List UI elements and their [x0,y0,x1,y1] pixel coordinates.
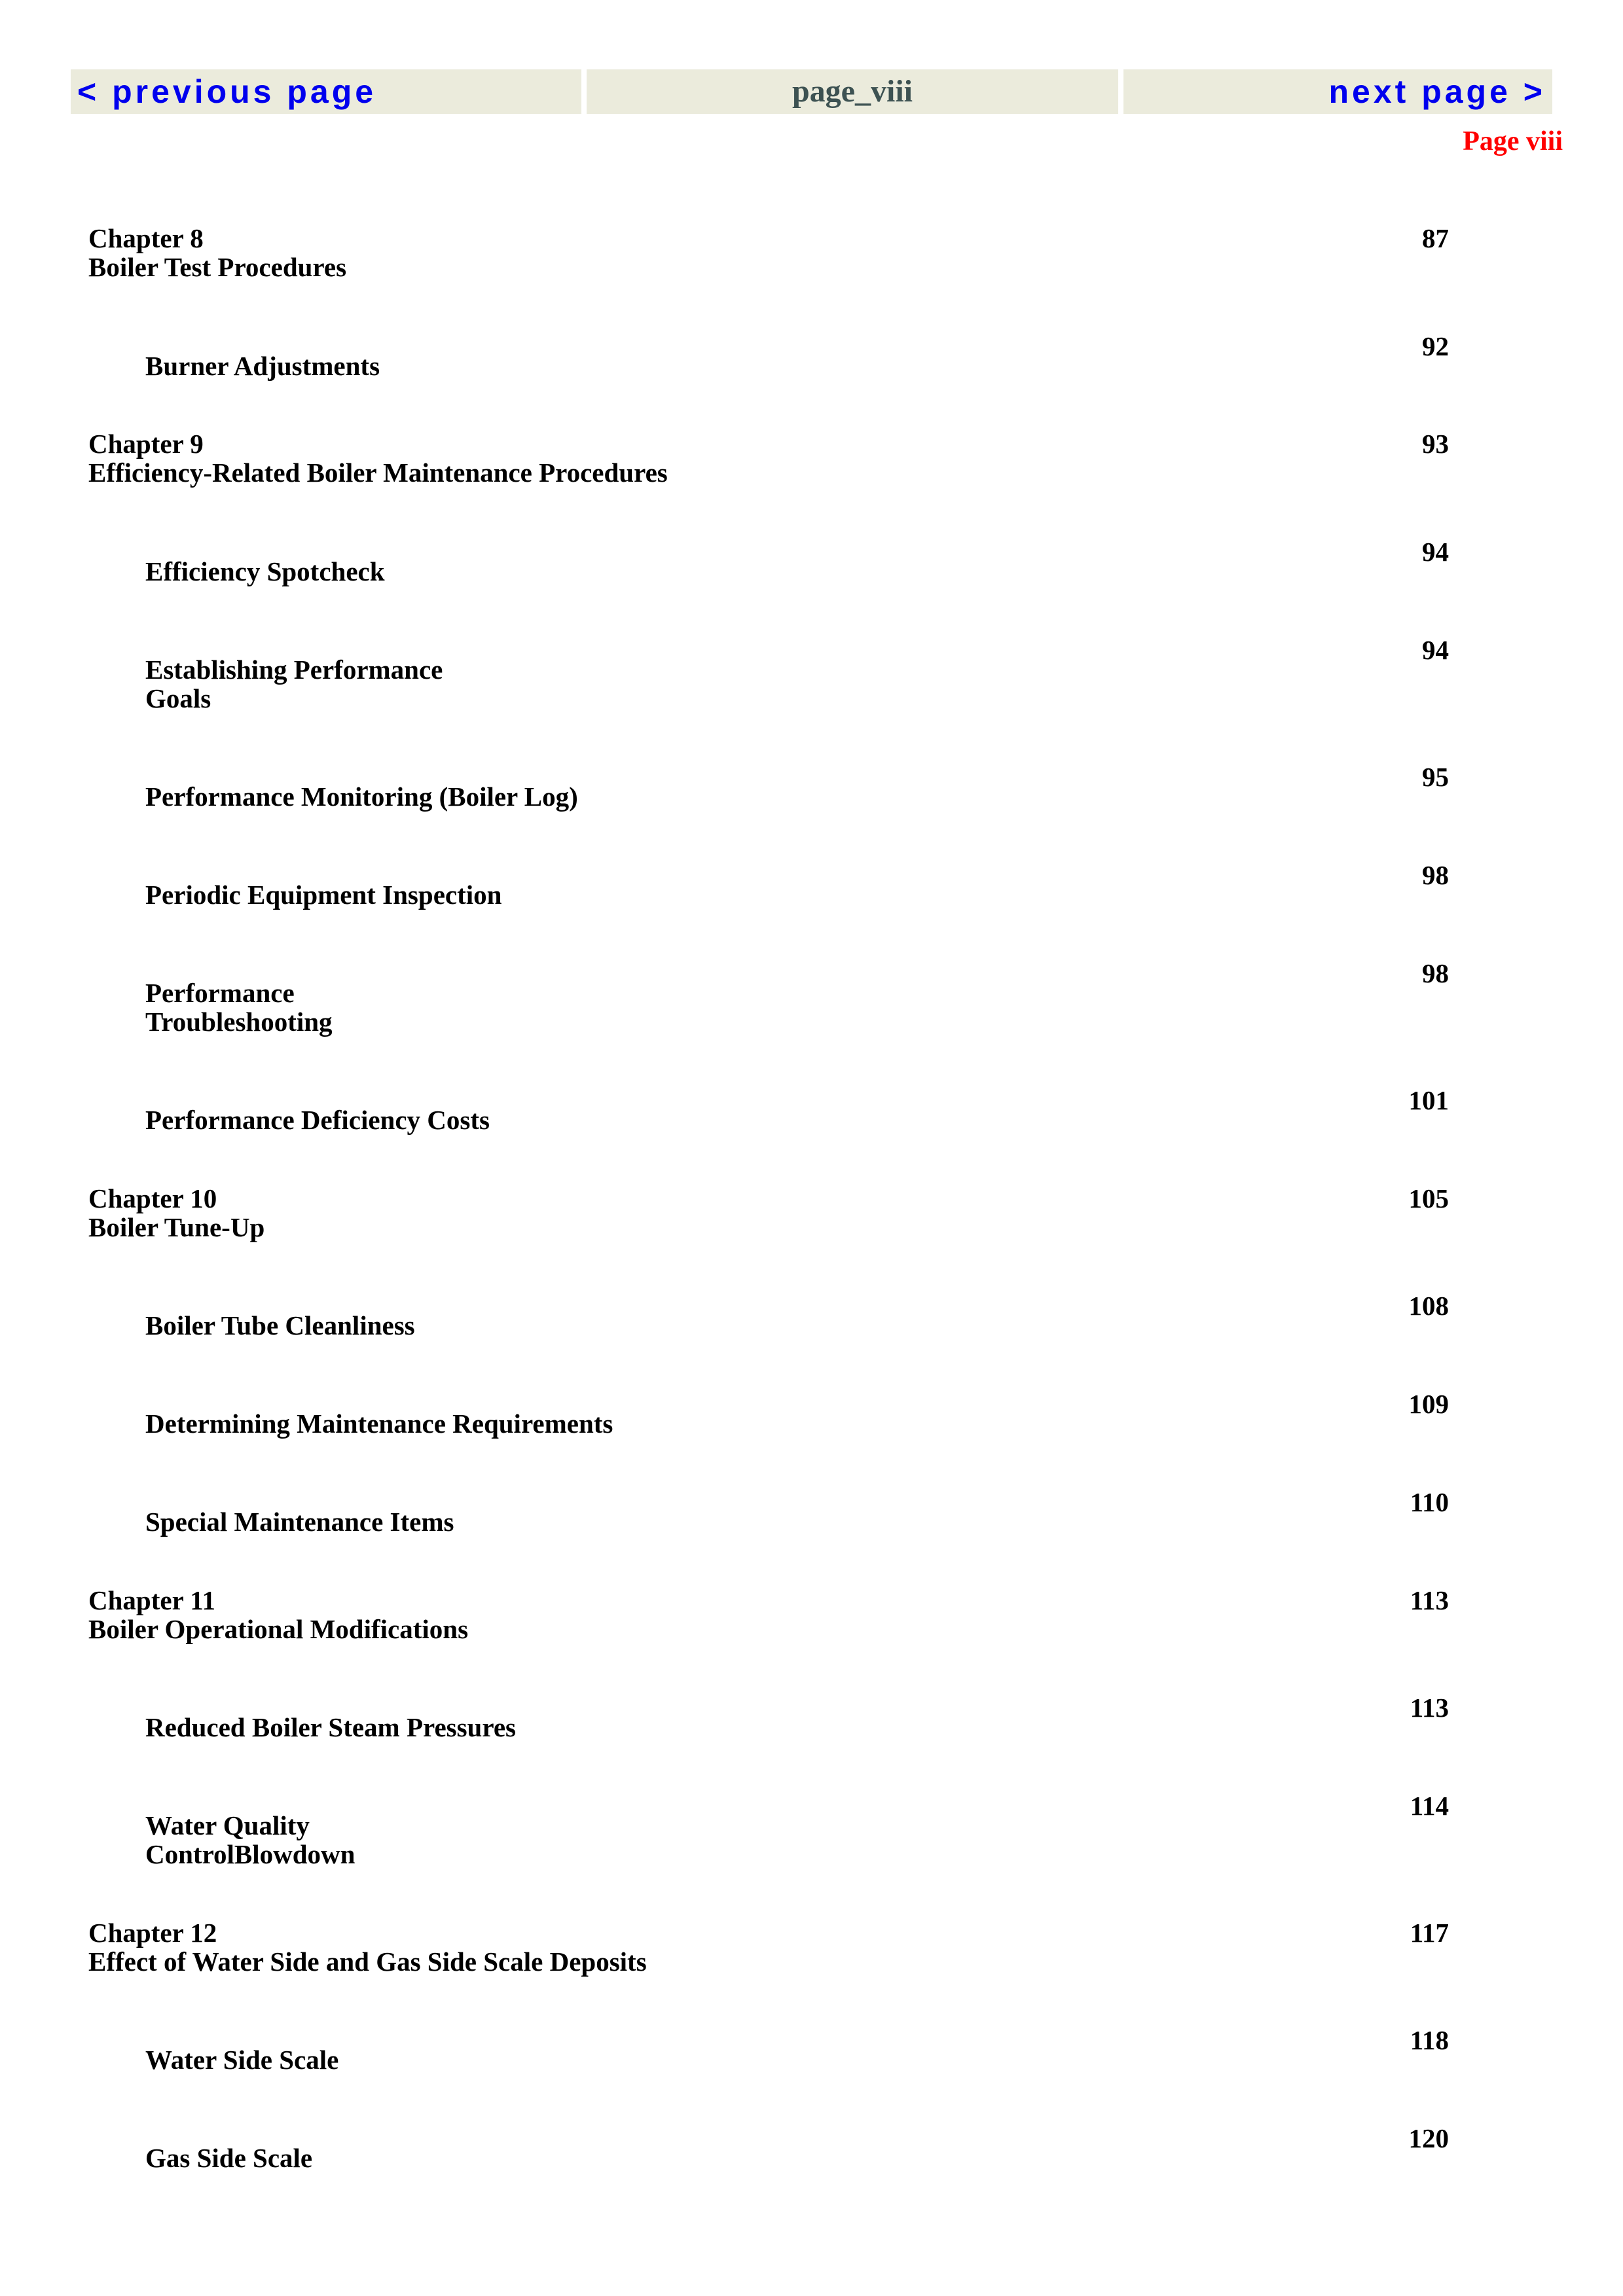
toc-section: Performance Monitoring (Boiler Log) [145,781,578,812]
section-title-line-2: ControlBlowdown [145,1839,356,1869]
toc-page-number: 95 [1422,762,1449,792]
toc-section: Efficiency Spotcheck [145,556,385,586]
toc-page-number: 87 [1422,223,1449,253]
chapter-title: Boiler Test Procedures [88,252,347,282]
section-title-line-1: Water Quality [145,1810,310,1840]
toc-chapter-9 [88,429,668,487]
section-title-line-2: Goals [145,683,211,713]
section-title-line-2: Troubleshooting [145,1007,333,1037]
chapter-title: Boiler Operational Modifications [88,1614,469,1644]
toc-section: Periodic Equipment Inspection [145,880,502,910]
toc-page-number: 93 [1422,429,1449,459]
toc-section: Determining Maintenance Requirements [145,1408,613,1439]
page-label: Page viii [1463,126,1563,156]
toc-section [145,978,333,1036]
toc-page-number: 98 [1422,860,1449,890]
page-id: page_viii [792,74,913,109]
toc-page-number: 120 [1408,2123,1449,2153]
nav-next-cell [1123,69,1552,114]
chapter-number: Chapter 11 [88,1585,216,1615]
chapter-number: Chapter 9 [88,429,204,459]
toc-page-number: 114 [1410,1791,1449,1821]
toc-page-number: 92 [1422,331,1449,361]
toc-section [145,1811,355,1869]
toc-page-number: 108 [1408,1291,1449,1321]
toc-page-number: 109 [1408,1389,1449,1419]
section-title-line-1: Establishing Performance [145,655,443,685]
toc-page-number: 98 [1422,958,1449,988]
previous-page-link[interactable]: < previous page [77,73,377,110]
toc-page-number: 101 [1408,1085,1449,1115]
toc-page-number: 117 [1410,1918,1449,1948]
toc-page-number: 105 [1408,1183,1449,1213]
chapter-number: Chapter 12 [88,1918,217,1948]
chapter-number: Chapter 8 [88,223,204,253]
chapter-number: Chapter 10 [88,1183,217,1213]
toc-page-number: 118 [1410,2025,1449,2055]
toc-section [145,655,443,713]
toc-page-number: 94 [1422,635,1449,665]
toc-section: Performance Deficiency Costs [145,1105,490,1135]
toc-section: Burner Adjustments [145,351,380,381]
nav-page-id-cell [587,69,1118,114]
toc-page-number: 113 [1410,1585,1449,1615]
toc-page-number: 113 [1410,1693,1449,1723]
next-page-link[interactable]: next page > [1328,73,1546,110]
toc-chapter-10 [88,1184,264,1242]
toc-section: Reduced Boiler Steam Pressures [145,1712,516,1742]
toc-chapter-12 [88,1918,647,1976]
nav-previous-cell [71,69,581,114]
toc-section: Water Side Scale [145,2045,339,2075]
chapter-title: Boiler Tune-Up [88,1212,265,1242]
toc-section: Gas Side Scale [145,2143,313,2173]
toc-page-number: 94 [1422,537,1449,567]
toc-chapter-8 [88,224,346,281]
toc-page-number: 110 [1410,1487,1449,1517]
toc-chapter-11 [88,1586,468,1643]
chapter-title: Effect of Water Side and Gas Side Scale Deposits [88,1946,647,1977]
chapter-title: Efficiency-Related Boiler Maintenance Procedures [88,457,668,488]
section-title-line-1: Performance [145,978,295,1008]
toc-section: Special Maintenance Items [145,1507,454,1537]
toc-section: Boiler Tube Cleanliness [145,1310,415,1340]
